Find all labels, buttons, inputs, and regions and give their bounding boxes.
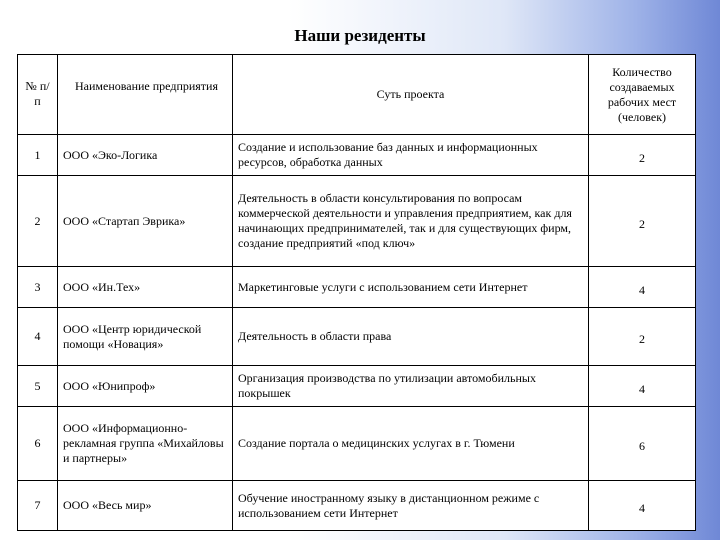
- header-description: Суть проекта: [233, 55, 589, 135]
- header-name: Наименование предприятия: [58, 55, 233, 135]
- table-row: [18, 176, 696, 267]
- cell-jobs: 6: [589, 407, 696, 481]
- cell-description: Деятельность в области консультирования по вопросам коммерческой деятельности и управления предприятием, как для начинающих предпринимателей, так и для существующих фирм, создание предприятий «под ключ»: [233, 176, 589, 267]
- cell-jobs: 2: [589, 308, 696, 366]
- cell-description: Деятельность в области права: [233, 308, 589, 366]
- cell-num: 7: [18, 481, 58, 531]
- table-row: [18, 481, 696, 531]
- cell-name: ООО «Ин.Тех»: [58, 267, 233, 308]
- cell-description: Маркетинговые услуги с использованием сети Интернет: [233, 267, 589, 308]
- cell-description: Создание и использование баз данных и информационных ресурсов, обработка данных: [233, 135, 589, 176]
- cell-num: 5: [18, 366, 58, 407]
- cell-jobs: 2: [589, 135, 696, 176]
- cell-jobs: 4: [589, 267, 696, 308]
- page-title: Наши резиденты: [294, 26, 426, 45]
- table-row: [18, 267, 696, 308]
- cell-name: ООО «Весь мир»: [58, 481, 233, 531]
- cell-name: ООО «Центр юридической помощи «Новация»: [58, 308, 233, 366]
- cell-name: ООО «Юнипроф»: [58, 366, 233, 407]
- cell-description: Создание портала о медицинских услугах в г. Тюмени: [233, 407, 589, 481]
- header-jobs: Количество создаваемых рабочих мест (человек): [589, 55, 696, 135]
- cell-description: Обучение иностранному языку в дистанционном режиме с использованием сети Интернет: [233, 481, 589, 531]
- cell-description: Организация производства по утилизации автомобильных покрышек: [233, 366, 589, 407]
- cell-jobs: 2: [589, 176, 696, 267]
- cell-name: ООО «Информационно-рекламная группа «Михайловы и партнеры»: [58, 407, 233, 481]
- cell-jobs: 4: [589, 481, 696, 531]
- cell-name: ООО «Стартап Эврика»: [58, 176, 233, 267]
- cell-jobs: 4: [589, 366, 696, 407]
- header-num: № п/п: [18, 55, 58, 135]
- residents-table: [17, 54, 696, 531]
- table-row: [18, 366, 696, 407]
- cell-num: 1: [18, 135, 58, 176]
- table-header-row: [18, 55, 696, 135]
- table-row: [18, 135, 696, 176]
- cell-num: 6: [18, 407, 58, 481]
- table-row: [18, 308, 696, 366]
- cell-num: 3: [18, 267, 58, 308]
- table-row: [18, 407, 696, 481]
- cell-num: 4: [18, 308, 58, 366]
- cell-num: 2: [18, 176, 58, 267]
- cell-name: ООО «Эко-Логика: [58, 135, 233, 176]
